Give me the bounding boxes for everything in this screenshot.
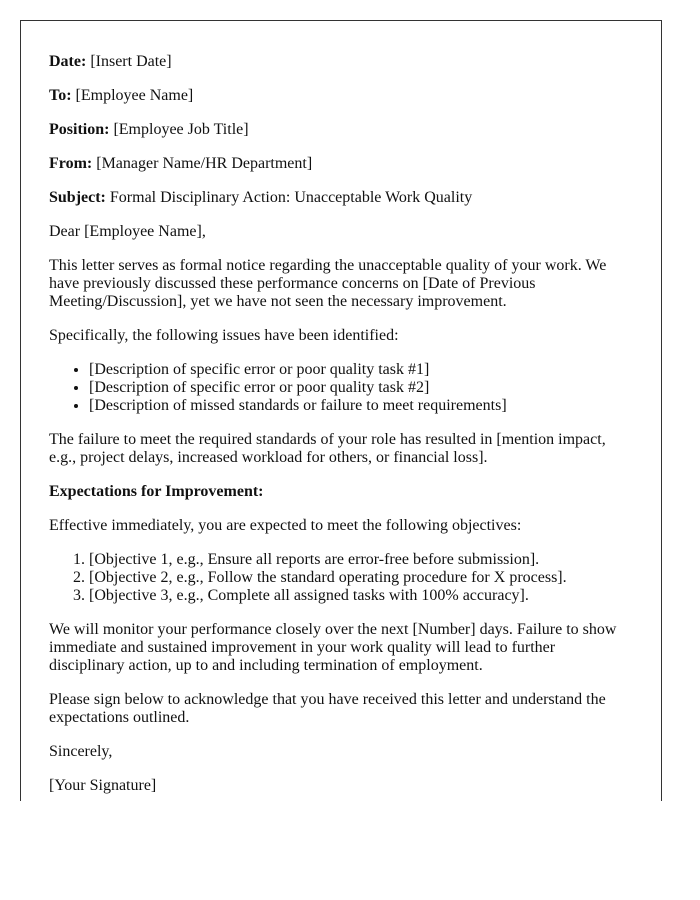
expectations-intro: Effective immediately, you are expected to meet the following objectives: xyxy=(49,517,522,534)
to-line xyxy=(49,87,633,105)
impact-paragraph: The failure to meet the required standards of your role has resulted in [mention impact, e.g., project delays, increased workload for others, or financial loss]. xyxy=(49,431,606,466)
list-item: 2. [Objective 2, e.g., Follow the standard operating procedure for X process]. xyxy=(89,569,633,587)
document-viewport xyxy=(20,20,662,801)
intro-paragraph: This letter serves as formal notice regarding the unacceptable quality of your work. We have previously discussed these performance concerns on [Date of Previous Meeting/Discussion], yet we have not seen the necessary improvement. xyxy=(49,257,607,310)
expectations-heading: Expectations for Improvement: xyxy=(49,483,264,500)
date-line xyxy=(49,53,633,71)
position-line xyxy=(49,121,633,139)
to-label: To: xyxy=(49,87,72,104)
from-line xyxy=(49,155,633,173)
expectations-heading-line xyxy=(49,483,633,501)
closing: Sincerely, xyxy=(49,743,113,760)
monitoring-paragraph: We will monitor your performance closely over the next [Number] days. Failure to show immediate and sustained improvement in your work quality will lead to further disciplinary action, up to and including termination of employment. xyxy=(49,621,617,674)
subject-value: Formal Disciplinary Action: Unacceptable Work Quality xyxy=(109,189,473,206)
from-value: [Manager Name/HR Department] xyxy=(96,155,313,172)
date-label: Date: xyxy=(49,53,87,70)
list-item: • [Description of specific error or poor quality task #2] xyxy=(89,379,633,397)
list-item: • [Description of specific error or poor quality task #1] xyxy=(89,361,633,379)
from-label: From: xyxy=(49,155,93,172)
objectives-list xyxy=(49,551,633,605)
issues-intro: Specifically, the following issues have been identified: xyxy=(49,327,399,344)
to-value: [Employee Name] xyxy=(75,87,194,104)
issues-list xyxy=(49,361,633,415)
position-value: [Employee Job Title] xyxy=(113,121,249,138)
date-value: [Insert Date] xyxy=(90,53,172,70)
list-item: • [Description of missed standards or failure to meet requirements] xyxy=(89,397,633,415)
acknowledgement-paragraph: Please sign below to acknowledge that you have received this letter and understand the expectations outlined. xyxy=(49,691,606,726)
subject-label: Subject: xyxy=(49,189,106,206)
subject-line xyxy=(49,189,633,207)
list-item: 3. [Objective 3, e.g., Complete all assigned tasks with 100% accuracy]. xyxy=(89,587,633,605)
list-item: 1. [Objective 1, e.g., Ensure all reports are error-free before submission]. xyxy=(89,551,633,569)
salutation: Dear [Employee Name], xyxy=(49,223,206,240)
disciplinary-letter xyxy=(20,20,662,801)
position-label: Position: xyxy=(49,121,110,138)
signature: [Your Signature] xyxy=(49,777,157,794)
